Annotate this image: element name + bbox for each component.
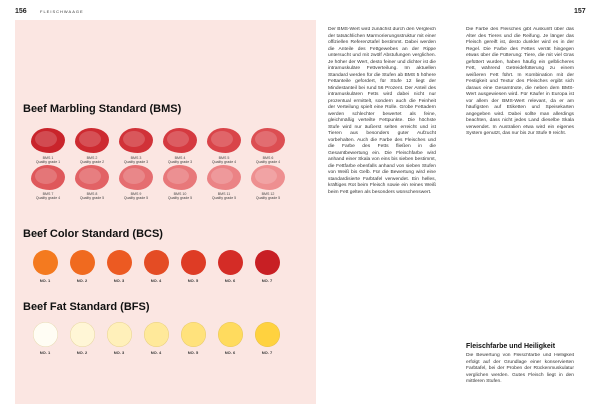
bfs-2-label: NO. 2 xyxy=(76,350,88,355)
bms-6-label: BMS 6 Quality grade 4 xyxy=(255,156,281,165)
bms-7-label: BMS 7 Quality grade 4 xyxy=(35,192,61,201)
bcs-1-label: NO. 1 xyxy=(39,278,51,283)
bfs-6-label: NO. 6 xyxy=(224,350,236,355)
text-column-2b xyxy=(466,353,574,401)
bfs-5-swatch xyxy=(181,322,206,347)
bcs-7-swatch xyxy=(255,250,280,275)
bfs-2-swatch xyxy=(70,322,95,347)
bfs-5-label: NO. 5 xyxy=(187,350,199,355)
bcs-7-label: NO. 7 xyxy=(261,278,273,283)
right-page-number: 157 xyxy=(574,8,586,15)
bms-2-label: BMS 2 Quality grade 2 xyxy=(79,156,105,165)
bms-1-label: BMS 1 Quality grade 1 xyxy=(35,156,61,165)
bcs-6-label: NO. 6 xyxy=(224,278,236,283)
bfs-7-swatch xyxy=(255,322,280,347)
bms-8-swatch xyxy=(75,165,109,190)
bfs-6-swatch xyxy=(218,322,243,347)
bms-12-swatch xyxy=(251,165,285,190)
bfs-3-label: NO. 3 xyxy=(113,350,125,355)
bms-9-label: BMS 9 Quality grade 5 xyxy=(123,192,149,201)
bfs-7-label: NO. 7 xyxy=(261,350,273,355)
column-2b-body: Die Bewertung von Fleischfarbe und Helligkeit erfolgt auf der Grundlage einer konservierten Farbtafel, bei der Proben der Rückenmuskulatur verglichen werden. Gutes Fleisch liegt in den mittleren Stufen. xyxy=(466,353,574,385)
bfs-3-swatch xyxy=(107,322,132,347)
bms-12-label: BMS 12 Quality grade 5 xyxy=(255,192,281,201)
bfs-title: Beef Fat Standard (BFS) xyxy=(23,301,150,313)
bms-8-label: BMS 8 Quality grade 5 xyxy=(79,192,105,201)
bms-9-swatch xyxy=(119,165,153,190)
left-page-number: 156 xyxy=(15,8,27,15)
bfs-1-label: NO. 1 xyxy=(39,350,51,355)
bfs-4-swatch xyxy=(144,322,169,347)
bms-3-label: BMS 3 Quality grade 3 xyxy=(123,156,149,165)
bms-2-swatch xyxy=(75,128,109,153)
running-head: FLEISCHWAAGE xyxy=(40,9,84,14)
bms-title: Beef Marbling Standard (BMS) xyxy=(23,103,182,115)
bcs-5-label: NO. 5 xyxy=(187,278,199,283)
bms-11-swatch xyxy=(207,165,241,190)
bms-10-label: BMS 10 Quality grade 5 xyxy=(167,192,193,201)
bfs-4-label: NO. 4 xyxy=(150,350,162,355)
bms-5-label: BMS 5 Quality grade 4 xyxy=(211,156,237,165)
bms-4-label: BMS 4 Quality grade 3 xyxy=(167,156,193,165)
bcs-4-label: NO. 4 xyxy=(150,278,162,283)
bms-1-swatch xyxy=(31,128,65,153)
bms-5-swatch xyxy=(207,128,241,153)
column-2-body: Die Farbe des Fleisches gibt Auskunft über das Alter des Tieres und die Reifung. Je länger das Fleisch gereift ist, desto dunkler wird es in der Regel. Die Farbe des Fettes verrät hingegen etwas über die Fütterung: Tiere, die mit viel Gras gefüttert wurden, haben häufig ein gelblicheres Fett, während Getreidefütterung zu einem weißeren Fett führt. In Kombination mit der Festigkeit und Textur des Fleisches ergibt sich daraus eine Gesamtnote, die neben dem BMS-Wert ausgewiesen wird. Für Käufer in Europa ist vor allem der BMS-Wert relevant, da er am häufigsten auf Etiketten und Speisekarten angegeben wird. Dabei sollte man allerdings beachten, dass nicht jedes Land dieselbe Skala verwendet. In Australien etwa wird ein eigenes System genutzt, das nur bis zur Stufe 9 reicht. xyxy=(466,27,574,137)
bcs-5-swatch xyxy=(181,250,206,275)
bms-6-swatch xyxy=(251,128,285,153)
bcs-2-swatch xyxy=(70,250,95,275)
bfs-1-swatch xyxy=(33,322,58,347)
bcs-title: Beef Color Standard (BCS) xyxy=(23,228,163,240)
bcs-6-swatch xyxy=(218,250,243,275)
bcs-4-swatch xyxy=(144,250,169,275)
bcs-2-label: NO. 2 xyxy=(76,278,88,283)
bms-7-swatch xyxy=(31,165,65,190)
text-column-1 xyxy=(328,27,436,399)
column-2-section-heading: Fleischfarbe und Heiligkeit xyxy=(466,343,556,350)
bms-11-label: BMS 11 Quality grade 5 xyxy=(211,192,237,201)
bcs-3-label: NO. 3 xyxy=(113,278,125,283)
bms-10-swatch xyxy=(163,165,197,190)
bcs-1-swatch xyxy=(33,250,58,275)
bms-4-swatch xyxy=(163,128,197,153)
bcs-3-swatch xyxy=(107,250,132,275)
bms-3-swatch xyxy=(119,128,153,153)
column-1-body: Der BMS-Wert wird zunächst durch den Vergleich der tatsächlichen Marmorierungsstruktur mit einer offiziellen Referenztafel bestimmt. Dabei werden die Anteile des Fettgewebes an der Rippe untersucht und mit zwölf Abstufungen verglichen. Je höher der Wert, desto feiner und dichter ist die intramuskuläre Fettverteilung. Im aktuellen Standard werden für die Stufen ab BMS 5 höhere Fettanteile gefordert, für Stufe 12 liegt der Mindestanteil bei rund 56 Prozent. Der Anteil des intramuskulären Fetts wird dabei nicht nur prozentual ermittelt, sondern auch die Feinheit der Verteilung spielt eine Rolle. Grobe Fettadern werden schlechter bewertet als feine, gleichmäßig verteilte Fettpunkte. Die höchste Stufe wird nur äußerst selten erreicht und ist Tieren aus besonders guter Aufzucht vorbehalten. Auch die Farbe des Fleisches und die Farbe des Fetts fließen in die Gesamtbewertung ein. Die Fleischfarbe wird anhand einer Skala von eins bis sieben bestimmt, die Fettfarbe ebenfalls anhand von sieben Stufen von Weiß bis Gelb. Für die Bewertung wird eine standardisierte Farbtafel verwendet. Ein helles, kräftiges Rot beim Fleisch sowie ein reines Weiß beim Fett gelten als besonders wünschenswert. xyxy=(328,27,436,195)
text-column-2 xyxy=(466,27,574,337)
